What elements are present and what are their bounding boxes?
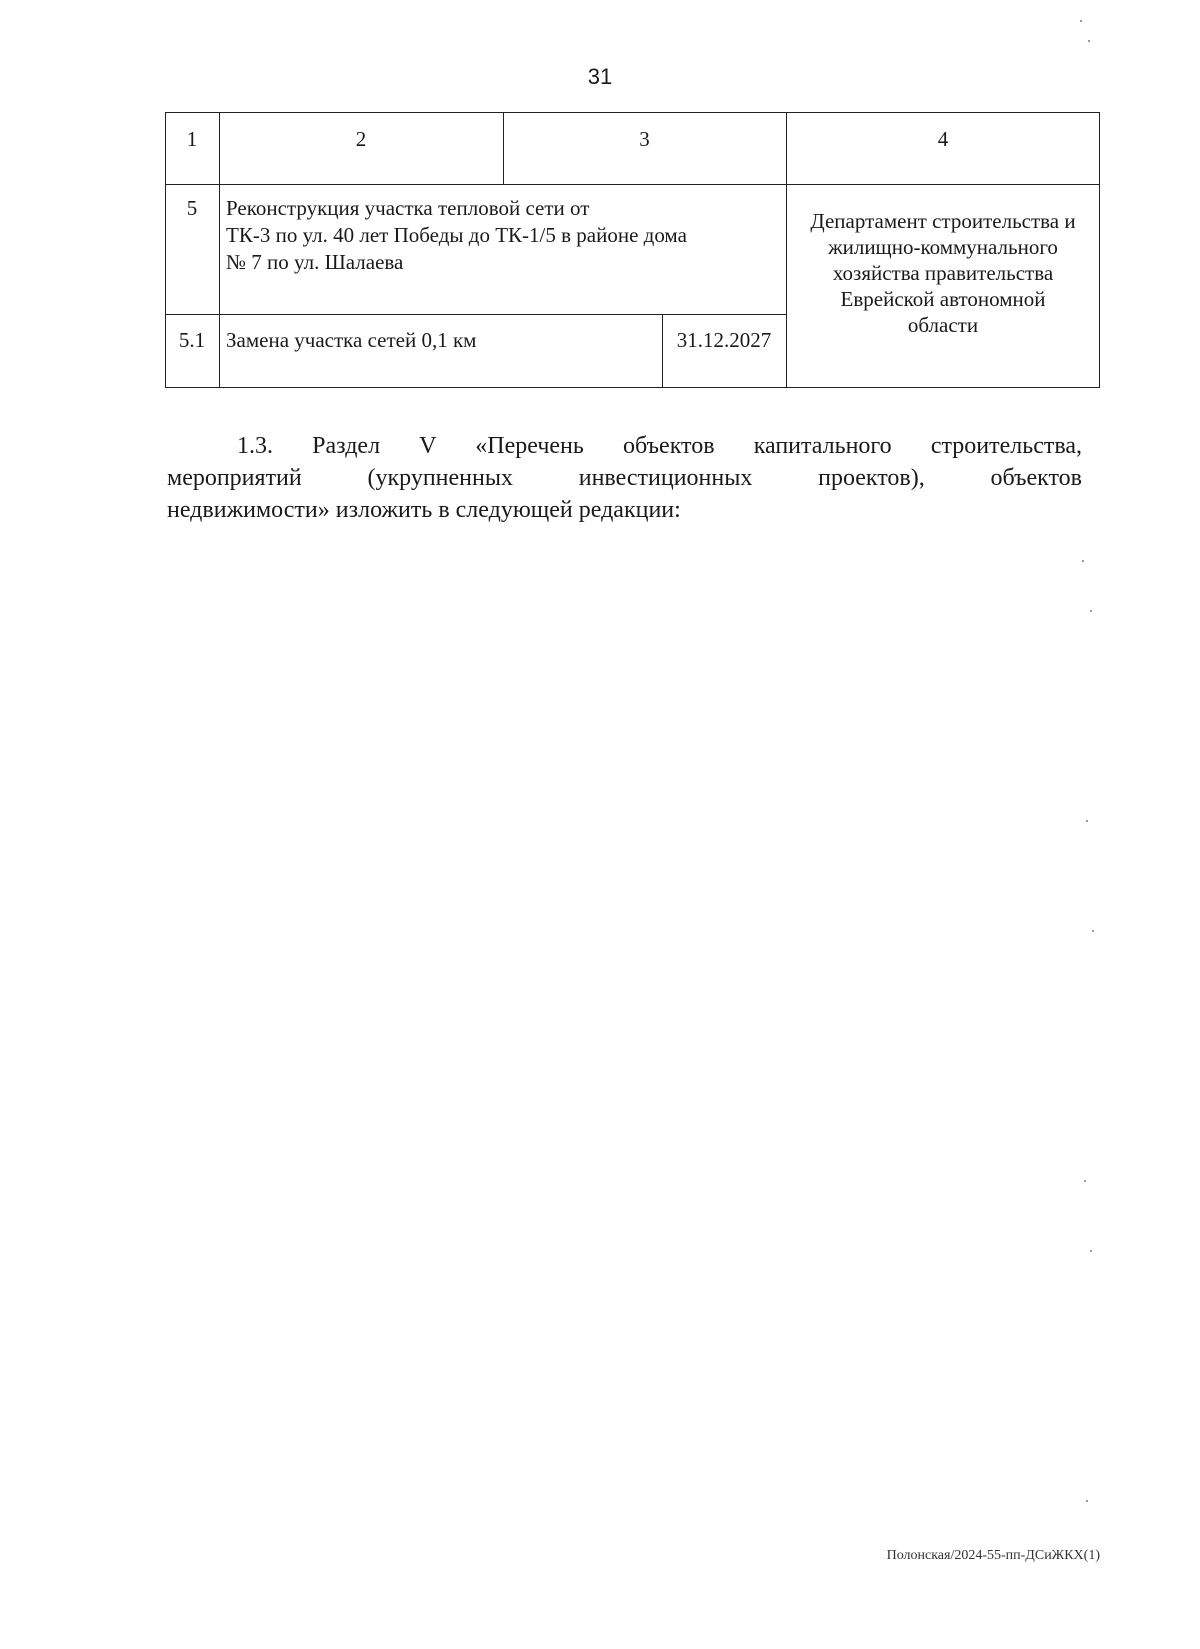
department-line-5: области — [907, 313, 979, 337]
row-5-1-number: 5.1 — [178, 328, 206, 352]
department-line-1: Департамент строительства и — [810, 209, 1076, 233]
header-col-4: 4 — [937, 127, 949, 151]
row-5-name-line-2: ТК-3 по ул. 40 лет Победы до ТК-1/5 в районе дома — [226, 223, 687, 247]
row-divider-5-51 — [165, 314, 786, 315]
paragraph-line-1: 1.3. Раздел V «Перечень объектов капитального строительства, — [237, 433, 1082, 459]
table-header-divider — [165, 184, 1100, 185]
row-5-name-line-3: № 7 по ул. Шалаева — [226, 250, 404, 274]
row-5-name-line-1: Реконструкция участка тепловой сети от — [226, 196, 590, 220]
header-col-2: 2 — [355, 127, 367, 151]
col-divider-1 — [219, 112, 220, 388]
department-cell — [786, 208, 1100, 338]
row-5-1-name: Замена участка сетей 0,1 км — [226, 328, 477, 352]
document-footer-code: Полонская/2024-55-пп-ДСиЖКХ(1) — [886, 1548, 1100, 1563]
paragraph-line-3: недвижимости» изложить в следующей редакции: — [167, 497, 681, 523]
section-paragraph — [167, 430, 1082, 526]
department-line-3: хозяйства правительства — [832, 261, 1054, 285]
department-line-4: Еврейской автономной — [840, 287, 1046, 311]
header-col-3: 3 — [639, 127, 650, 151]
paragraph-line-2: мероприятий (укрупненных инвестиционных проектов), объектов — [167, 465, 1082, 491]
row-5-1-date: 31.12.2027 — [676, 328, 772, 352]
row-5-number: 5 — [186, 196, 198, 220]
page-number: 31 — [587, 64, 613, 89]
header-col-1: 1 — [186, 127, 198, 151]
department-line-2: жилищно-коммунального — [828, 235, 1058, 259]
row-5-name — [226, 195, 781, 276]
